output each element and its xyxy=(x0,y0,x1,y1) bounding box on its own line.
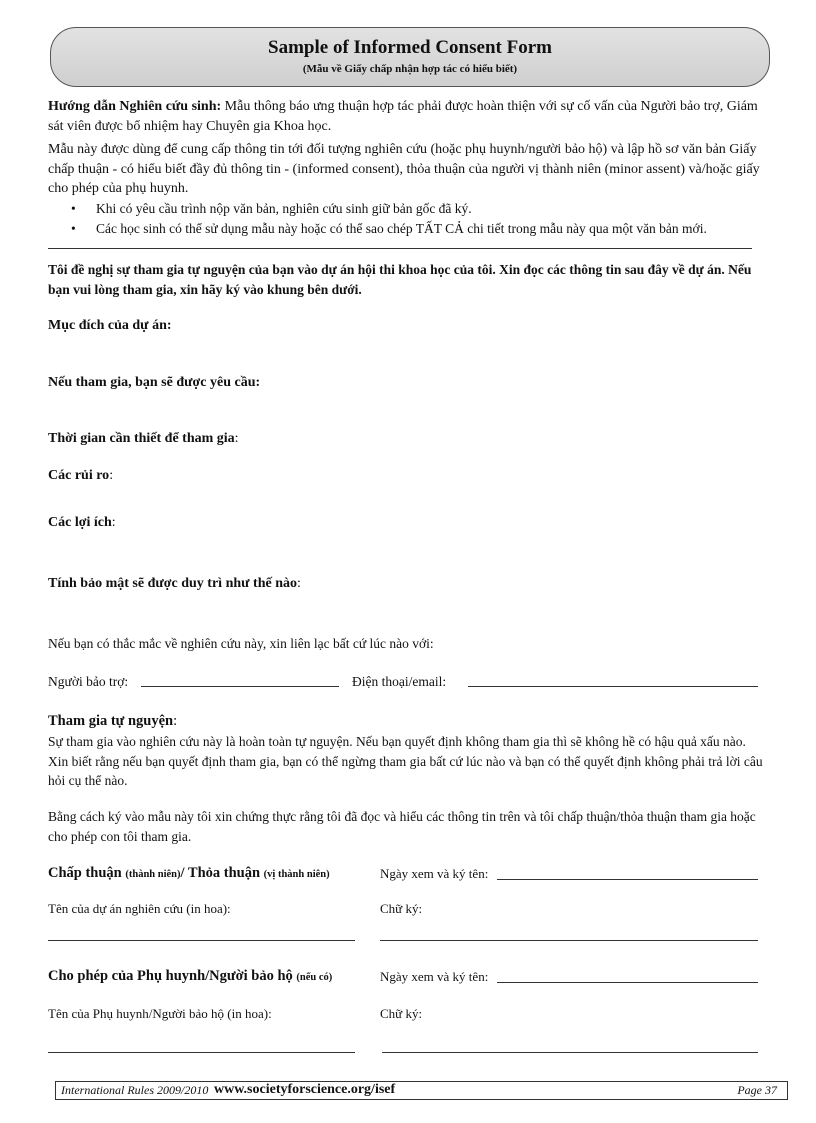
guardian-name-field[interactable] xyxy=(48,1052,355,1053)
consent-heading: Chấp thuận (thành niên)/ Thỏa thuận (vị thành niên) xyxy=(48,865,330,881)
asked-label: Nếu tham gia, bạn sẽ được yêu cầu: xyxy=(48,375,261,390)
purpose-label: Mục đích của dự án: xyxy=(48,318,172,333)
instructions-label: Hướng dẫn Nghiên cứu sinh: xyxy=(48,99,222,114)
parent-heading: Cho phép của Phụ huynh/Người bảo hộ (nếu có) xyxy=(48,968,333,984)
parent-signature-label: Chữ ký: xyxy=(380,1006,423,1021)
bullet-item-1: • Khi có yêu cầu trình nộp văn bản, nghiên cứu sinh giữ bản gốc đã ký. xyxy=(96,199,776,219)
parent-date-label: Ngày xem và ký tên: xyxy=(380,969,489,984)
intro-text: Tôi đề nghị sự tham gia tự nguyện của bạn vào dự án hội thi khoa học của tôi. Xin đọc các thông tin sau đây về dự án. Nếu bạn vui lòng tham gia, xin hãy ký vào khung bên dưới. xyxy=(48,262,752,297)
voluntary-heading: Tham gia tự nguyện: xyxy=(48,713,178,729)
phone-email-field[interactable] xyxy=(468,686,758,687)
confidentiality-label: Tính bảo mật sẽ được duy trì như thế nào: xyxy=(48,576,301,591)
form-title: Sample of Informed Consent Form xyxy=(268,37,552,58)
consent-date-label: Ngày xem và ký tên: xyxy=(380,866,489,881)
consent-date-signature-field[interactable] xyxy=(497,879,758,880)
benefits-label: Các lợi ích: xyxy=(48,515,116,530)
page-footer xyxy=(55,1081,788,1100)
section-divider xyxy=(48,248,752,249)
sponsor-field[interactable] xyxy=(141,686,339,687)
form-subtitle: (Mẫu về Giấy chấp nhận hợp tác có hiểu biết) xyxy=(302,63,518,75)
footer-page-number: Page 37 xyxy=(737,1083,777,1097)
project-name-field[interactable] xyxy=(48,940,355,941)
parent-signature-field[interactable] xyxy=(382,1052,758,1053)
footer-url[interactable]: www.societyforscience.org/isef xyxy=(214,1082,396,1097)
instructions-paragraph-1 xyxy=(48,97,768,136)
consent-signature-label: Chữ ký: xyxy=(380,901,423,916)
signing-text: Bằng cách ký vào mẫu này tôi xin chứng thực rằng tôi đã đọc và hiểu các thông tin trên và tôi chấp thuận/thỏa thuận tham gia hoặc cho phép con tôi tham gia. xyxy=(48,809,756,844)
bullet-item-2: • Các học sinh có thể sử dụng mẫu này hoặc có thể sao chép TẤT CẢ chi tiết trong mẫu này qua một văn bản mới. xyxy=(96,219,776,239)
bullet-icon: • xyxy=(71,201,76,216)
consent-signature-field[interactable] xyxy=(380,940,758,941)
footer-rules: International Rules 2009/2010 xyxy=(61,1083,209,1097)
parent-date-signature-field[interactable] xyxy=(497,982,758,983)
instructions-paragraph-2: Mẫu này được dùng để cung cấp thông tin tới đối tượng nghiên cứu (hoặc phụ huynh/người bảo hộ) và lập hồ sơ văn bản Giấy chấp thuận - có hiểu biết đầy đủ thông tin - (informed consent), thỏa thuận của người vị thành niên (minor assent) và/hoặc giấy cho phép của phụ huynh. xyxy=(48,142,760,196)
bullet-icon: • xyxy=(71,221,76,236)
project-name-label: Tên của dự án nghiên cứu (in hoa): xyxy=(48,901,231,916)
form-header xyxy=(50,27,770,87)
risks-label: Các rủi ro: xyxy=(48,468,114,483)
sponsor-label: Người bảo trợ: xyxy=(48,674,129,689)
contact-question: Nếu bạn có thắc mắc về nghiên cứu này, xin liên lạc bất cứ lúc nào với: xyxy=(48,636,434,651)
guardian-name-label: Tên của Phụ huynh/Người bảo hộ (in hoa): xyxy=(48,1006,272,1021)
phone-label: Điện thoại/email: xyxy=(352,674,447,689)
time-label: Thời gian cần thiết để tham gia: xyxy=(48,431,239,446)
voluntary-text: Sự tham gia vào nghiên cứu này là hoàn toàn tự nguyện. Nếu bạn quyết định không tham gia thì sẽ không hề có hậu quả xấu nào. Xin biết rằng nếu bạn quyết định tham gia, bạn có thể ngừng tham gia bất cứ lúc nào và bạn có thể quyết định không phải trả lời câu hỏi cụ thể nào. xyxy=(48,734,763,788)
instructions-text-1: Mẫu thông báo ưng thuận hợp tác phải được hoàn thiện với sự cố vấn của Người bảo trợ, Giám sát viên được bổ nhiệm hay Chuyên gia Khoa học. xyxy=(48,99,758,134)
